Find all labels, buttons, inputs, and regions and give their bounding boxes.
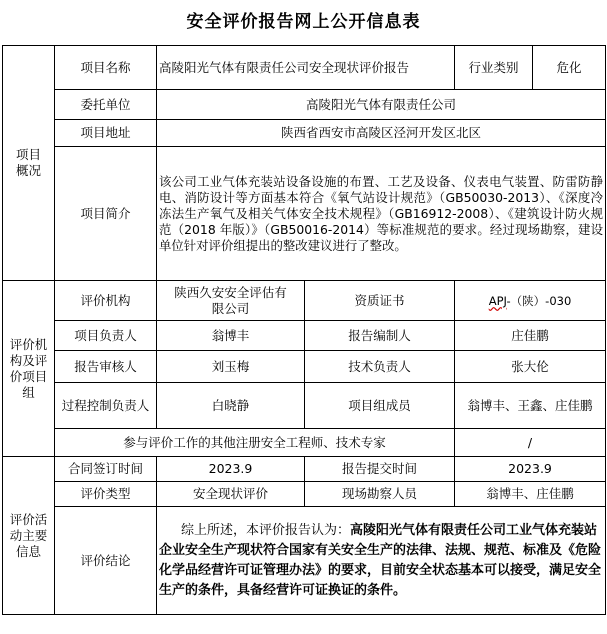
leader-label: 项目负责人: [55, 321, 157, 351]
agency-value: 陕西久安安全评估有限公司: [157, 281, 305, 321]
compiler-value: 庄佳鹏: [455, 321, 606, 351]
process-value: 白晓静: [157, 383, 305, 429]
section-overview-label: 项目概况: [3, 46, 55, 281]
process-label: 过程控制负责人: [55, 383, 157, 429]
reviewer-label: 报告审核人: [55, 351, 157, 383]
address-value: 陕西省西安市高陵区泾河开发区北区: [157, 120, 606, 147]
industry-value: 危化: [533, 46, 606, 90]
compiler-label: 报告编制人: [305, 321, 455, 351]
cert-suffix: -（陕）-030: [506, 293, 572, 308]
members-label: 项目组成员: [305, 383, 455, 429]
section-org-label: 评价机构及评价项目组: [3, 281, 55, 457]
survey-label: 现场勘察人员: [305, 482, 455, 507]
info-table: [2, 45, 606, 615]
tech-label: 技术负责人: [305, 351, 455, 383]
reviewer-value: 刘玉梅: [157, 351, 305, 383]
cert-label: 资质证书: [305, 281, 455, 321]
submit-label: 报告提交时间: [305, 457, 455, 482]
industry-label: 行业类别: [455, 46, 533, 90]
section-activity-label: 评价活动主要信息: [3, 457, 55, 615]
conclusion-label: 评价结论: [55, 507, 157, 615]
tech-value: 张大伦: [455, 351, 606, 383]
summary-value: 该公司工业气体充装站设备设施的布置、工艺及设备、仪表电气装置、防雷防静电、消防设计等方面基本符合《氧气站设计规范》（GB50030-2013）、《深度冷冻法生产氧气及相关气体安全技术规程》（GB16912-2008）、《建筑设计防火规范（2018 年版）》（GB50016-2014）等标准规范的要求。经过现场勘察，建设单位针对评价组提出的整改建议进行了整改。: [157, 147, 606, 281]
conclusion-value: [157, 507, 606, 615]
submit-value: 2023.9: [455, 457, 606, 482]
others-value: /: [455, 429, 606, 457]
cert-prefix: APJ: [488, 293, 507, 308]
conclusion-body: 高陵阳光气体有限责任公司工业气体充装站企业安全生产现状符合国家有关安全生产的法律、法规、规范、标准及《危险化学品经营许可证管理办法》的要求，目前安全状态基本可以接受，满足安全生产的条件，具备经营许可证换证的条件。: [159, 522, 602, 598]
contract-label: 合同签订时间: [55, 457, 157, 482]
type-label: 评价类型: [55, 482, 157, 507]
client-value: 高陵阳光气体有限责任公司: [157, 90, 606, 120]
client-label: 委托单位: [55, 90, 157, 120]
project-name-value: 高陵阳光气体有限责任公司安全现状评价报告: [157, 46, 455, 90]
agency-label: 评价机构: [55, 281, 157, 321]
summary-label: 项目简介: [55, 147, 157, 281]
type-value: 安全现状评价: [157, 482, 305, 507]
conclusion-intro: 综上所述，本评价报告认为：: [181, 522, 351, 538]
project-name-label: 项目名称: [55, 46, 157, 90]
leader-value: 翁博丰: [157, 321, 305, 351]
contract-value: 2023.9: [157, 457, 305, 482]
cert-value: [455, 281, 606, 321]
members-value: 翁博丰、王鑫、庄佳鹏: [455, 383, 606, 429]
address-label: 项目地址: [55, 120, 157, 147]
others-label: 参与评价工作的其他注册安全工程师、技术专家: [55, 429, 455, 457]
survey-value: 翁博丰、庄佳鹏: [455, 482, 606, 507]
page-title: 安全评价报告网上公开信息表: [186, 12, 421, 32]
